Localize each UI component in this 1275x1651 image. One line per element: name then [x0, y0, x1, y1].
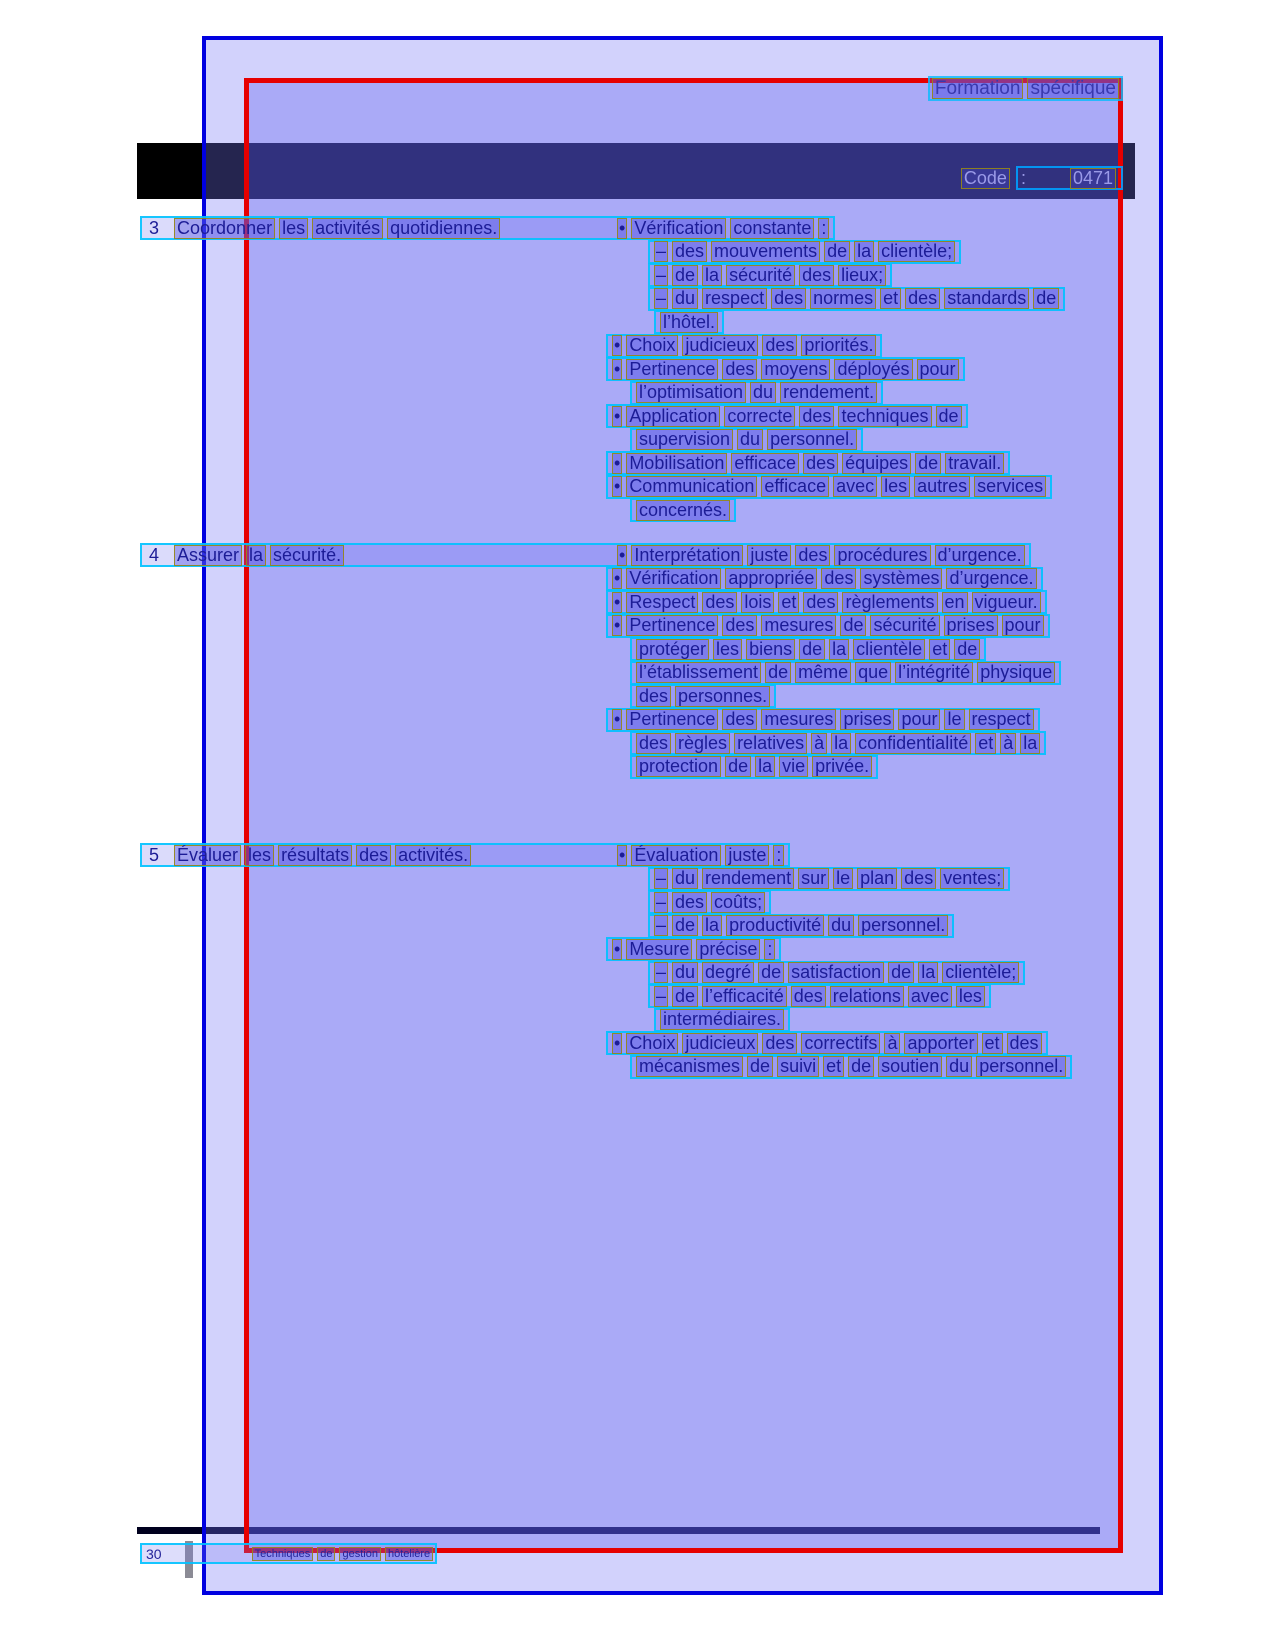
word: que — [855, 662, 891, 683]
word: des — [722, 709, 757, 730]
word: protection — [636, 756, 721, 777]
word: correcte — [724, 406, 795, 427]
criterion-line — [630, 731, 1046, 755]
word: Vérification — [626, 568, 721, 589]
word: rendement. — [780, 382, 877, 403]
bullet-icon: • — [614, 568, 621, 588]
word: de — [725, 756, 751, 777]
word: du — [672, 868, 698, 889]
word: et — [778, 592, 799, 613]
criterion-line — [630, 428, 863, 452]
criterion-line — [654, 310, 724, 334]
word: précise — [696, 939, 760, 960]
word: Choix — [626, 335, 678, 356]
word: de — [954, 639, 980, 660]
bullet-icon: • — [614, 591, 621, 612]
bullet-icon: • — [614, 358, 621, 379]
word: judicieux — [682, 335, 758, 356]
code-value: 0471 — [1070, 168, 1116, 189]
word: des — [905, 288, 940, 309]
word: mesures — [761, 615, 836, 636]
criterion-line — [648, 867, 1010, 891]
dash-icon: – — [656, 962, 667, 982]
word: Interprétation — [631, 545, 743, 566]
word: de — [672, 265, 698, 286]
word: Assurer — [174, 545, 242, 566]
word: sur — [798, 868, 829, 889]
word: de — [1033, 288, 1059, 309]
word: systèmes — [860, 568, 942, 589]
word: équipes — [842, 453, 911, 474]
criterion-line — [606, 567, 1043, 591]
criterion-line — [654, 1008, 790, 1032]
criterion-line — [606, 357, 965, 381]
word: efficace — [761, 476, 829, 497]
word: de — [840, 615, 866, 636]
bullet-icon: • — [614, 938, 621, 959]
word: productivité — [726, 915, 824, 936]
criterion-line — [630, 498, 736, 522]
word: ventes; — [940, 868, 1004, 889]
word: appropriée — [725, 568, 817, 589]
criterion-line — [606, 590, 1047, 614]
word: soutien — [878, 1056, 942, 1077]
word: personnel. — [767, 429, 857, 450]
dash-icon: – — [656, 891, 667, 912]
word: de — [672, 915, 698, 936]
word: avec — [908, 986, 952, 1007]
word: des — [803, 592, 838, 613]
word: apporter — [904, 1033, 977, 1054]
word: la — [1020, 733, 1040, 754]
word: procédures — [834, 545, 930, 566]
word: Techniques — [252, 1547, 314, 1561]
word: Formation — [932, 78, 1024, 99]
objective-title — [144, 845, 615, 866]
word: des — [1007, 1033, 1042, 1054]
word: et — [929, 639, 950, 660]
word: constante — [730, 218, 814, 239]
criterion-line — [630, 381, 883, 405]
word: efficace — [731, 453, 799, 474]
word: mesures — [761, 709, 836, 730]
word: services — [974, 476, 1046, 497]
objective-number: 3 — [149, 217, 160, 238]
word: respect — [702, 288, 767, 309]
objective-title — [144, 545, 615, 566]
objective-line — [140, 216, 835, 240]
footer-line — [140, 1543, 437, 1564]
footer-title — [250, 1547, 436, 1561]
word: Coordonner — [174, 218, 275, 239]
word: standards — [944, 288, 1029, 309]
word: des — [821, 568, 856, 589]
word: la — [246, 545, 266, 566]
word: Application — [626, 406, 720, 427]
criterion-line — [648, 984, 991, 1008]
word: Pertinence — [626, 359, 718, 380]
word: coûts; — [711, 892, 765, 913]
bullet-icon: • — [614, 615, 621, 635]
word: des — [722, 615, 757, 636]
word: le — [833, 868, 853, 889]
word: en — [942, 592, 968, 613]
word: intermédiaires. — [660, 1009, 784, 1030]
word: pour — [1002, 615, 1044, 636]
word: sécurité. — [270, 545, 344, 566]
bullet-icon: • — [619, 217, 626, 238]
word: relations — [830, 986, 904, 1007]
word: activités. — [395, 845, 471, 866]
word: pour — [917, 359, 959, 380]
word: la — [702, 265, 722, 286]
word: mécanismes — [636, 1056, 743, 1077]
word: la — [831, 733, 851, 754]
word: : — [773, 845, 784, 866]
word: l’établissement — [636, 662, 761, 683]
word: du — [737, 429, 763, 450]
bullet-icon: • — [614, 452, 621, 473]
word: et — [823, 1056, 844, 1077]
word: résultats — [278, 845, 352, 866]
word: satisfaction — [788, 962, 884, 983]
word: des — [799, 265, 834, 286]
word: même — [795, 662, 851, 683]
word: de — [799, 639, 825, 660]
word: avec — [833, 476, 877, 497]
word: règlements — [842, 592, 937, 613]
word: Pertinence — [626, 615, 718, 636]
page-header-label — [928, 76, 1123, 101]
word: : — [764, 939, 775, 960]
word: et — [982, 1033, 1003, 1054]
word: concernés. — [636, 500, 730, 521]
word: de — [848, 1056, 874, 1077]
word: moyens — [761, 359, 830, 380]
criterion-line — [648, 961, 1025, 985]
word: des — [702, 592, 737, 613]
word: pour — [898, 709, 940, 730]
word: relatives — [734, 733, 807, 754]
word: personnes. — [675, 686, 770, 707]
dash-icon: – — [656, 241, 667, 261]
word: vie — [779, 756, 808, 777]
word: du — [672, 288, 698, 309]
word: lois — [741, 592, 774, 613]
code-value-box — [1016, 166, 1123, 190]
word: respect — [969, 709, 1034, 730]
word: Respect — [626, 592, 698, 613]
criterion-line — [630, 755, 878, 779]
word: Mobilisation — [626, 453, 727, 474]
word: prises — [840, 709, 894, 730]
word: clientèle — [853, 639, 925, 660]
word: hôtelière — [385, 1547, 433, 1561]
word: Évaluer — [174, 845, 241, 866]
word: les — [881, 476, 910, 497]
word: les — [956, 986, 985, 1007]
bullet-icon: • — [614, 1032, 621, 1053]
word: de — [672, 986, 698, 1007]
bullet-icon: • — [619, 544, 626, 565]
word: à — [884, 1033, 900, 1054]
word: vigueur. — [972, 592, 1041, 613]
word: Choix — [626, 1033, 678, 1054]
word: des — [795, 545, 830, 566]
word: techniques — [838, 406, 931, 427]
word: correctifs — [801, 1033, 880, 1054]
word: priorités. — [801, 335, 876, 356]
criterion-line — [606, 937, 781, 961]
criterion-line — [606, 404, 968, 428]
word: des — [791, 986, 826, 1007]
word: rendement — [702, 868, 794, 889]
criterion-line — [630, 637, 986, 661]
word: l’intégrité — [895, 662, 973, 683]
word: l’hôtel. — [660, 312, 718, 333]
word: judicieux — [682, 1033, 758, 1054]
word: du — [828, 915, 854, 936]
word: Communication — [626, 476, 757, 497]
word: clientèle; — [942, 962, 1019, 983]
criterion-line — [648, 890, 771, 914]
word: plan — [857, 868, 897, 889]
dash-icon: – — [656, 288, 667, 308]
word: suivi — [777, 1056, 819, 1077]
criterion-line — [648, 240, 961, 264]
word: et — [975, 733, 996, 754]
objective-line — [140, 543, 1031, 567]
word: sécurité — [726, 265, 795, 286]
word: personnel. — [976, 1056, 1066, 1077]
criterion-line — [606, 451, 1010, 475]
objective-number: 5 — [149, 844, 160, 865]
word: spécifique — [1027, 78, 1119, 99]
word: la — [918, 962, 938, 983]
word: des — [356, 845, 391, 866]
word: et — [880, 288, 901, 309]
word: d’urgence. — [935, 545, 1025, 566]
word: Évaluation — [631, 845, 721, 866]
objective-number: 4 — [149, 544, 160, 565]
word: la — [755, 756, 775, 777]
word: règles — [675, 733, 730, 754]
word: des — [762, 335, 797, 356]
word: des — [672, 892, 707, 913]
word: des — [762, 1033, 797, 1054]
criterion-line — [630, 1055, 1072, 1079]
word: confidentialité — [855, 733, 971, 754]
word: la — [854, 241, 874, 262]
word: l’efficacité — [702, 986, 787, 1007]
word: supervision — [636, 429, 733, 450]
bullet-icon: • — [619, 844, 626, 865]
word: des — [636, 686, 671, 707]
word: de — [765, 662, 791, 683]
criterion-line — [606, 614, 1050, 638]
word: du — [750, 382, 776, 403]
word: de — [824, 241, 850, 262]
word: des — [722, 359, 757, 380]
dash-icon: – — [656, 985, 667, 1006]
word: d’urgence. — [946, 568, 1036, 589]
bullet-icon: • — [614, 335, 621, 355]
code-colon: : — [1020, 167, 1026, 188]
word: Vérification — [631, 218, 726, 239]
dash-icon: – — [656, 264, 667, 285]
word: autres — [914, 476, 970, 497]
criterion-line — [606, 708, 1040, 732]
word: des — [672, 241, 707, 262]
word: Mesure — [626, 939, 692, 960]
bullet-icon: • — [614, 405, 621, 426]
word: de — [758, 962, 784, 983]
word: déployés — [834, 359, 912, 380]
word: de — [747, 1056, 773, 1077]
word: du — [946, 1056, 972, 1077]
code-label: Code — [961, 168, 1010, 189]
word: les — [713, 639, 742, 660]
word: physique — [977, 662, 1055, 683]
word: lieux; — [838, 265, 886, 286]
criterion-line — [648, 263, 892, 287]
word: de — [936, 406, 962, 427]
word: juste — [747, 545, 791, 566]
word: des — [901, 868, 936, 889]
word: les — [279, 218, 308, 239]
word: personnel. — [858, 915, 948, 936]
word: quotidiennes. — [387, 218, 500, 239]
word: à — [811, 733, 827, 754]
word: degré — [702, 962, 754, 983]
dash-icon: – — [656, 868, 667, 888]
objective-title — [144, 218, 615, 239]
bullet-icon: • — [614, 709, 621, 729]
word: privée. — [812, 756, 872, 777]
word: de — [915, 453, 941, 474]
criterion-line — [648, 287, 1065, 311]
code-field — [959, 166, 1123, 190]
word: des — [771, 288, 806, 309]
criterion-line — [606, 334, 882, 358]
word: clientèle; — [878, 241, 955, 262]
word: protéger — [636, 639, 709, 660]
criterion-line — [630, 684, 776, 708]
bullet-icon: • — [614, 476, 621, 496]
word: des — [636, 733, 671, 754]
word: mouvements — [711, 241, 820, 262]
word: du — [672, 962, 698, 983]
criterion-line — [648, 914, 954, 938]
objective-line — [140, 843, 790, 867]
word: les — [245, 845, 274, 866]
word: prises — [944, 615, 998, 636]
criterion-line — [606, 1031, 1048, 1055]
criterion-line — [630, 661, 1061, 685]
word: Pertinence — [626, 709, 718, 730]
word: à — [1000, 733, 1016, 754]
word: des — [799, 406, 834, 427]
word: la — [702, 915, 722, 936]
word: : — [818, 218, 829, 239]
word: activités — [312, 218, 383, 239]
page-number: 30 — [146, 1545, 162, 1562]
criterion-line — [606, 475, 1052, 499]
word: des — [803, 453, 838, 474]
word: de — [888, 962, 914, 983]
dash-icon: – — [656, 915, 667, 935]
word: l’optimisation — [636, 382, 746, 403]
word: la — [829, 639, 849, 660]
word: juste — [725, 845, 769, 866]
word: normes — [810, 288, 876, 309]
word: le — [944, 709, 964, 730]
word: gestion — [339, 1547, 380, 1561]
word: sécurité — [870, 615, 939, 636]
word: travail. — [945, 453, 1004, 474]
word: biens — [746, 639, 795, 660]
word: de — [317, 1547, 335, 1561]
